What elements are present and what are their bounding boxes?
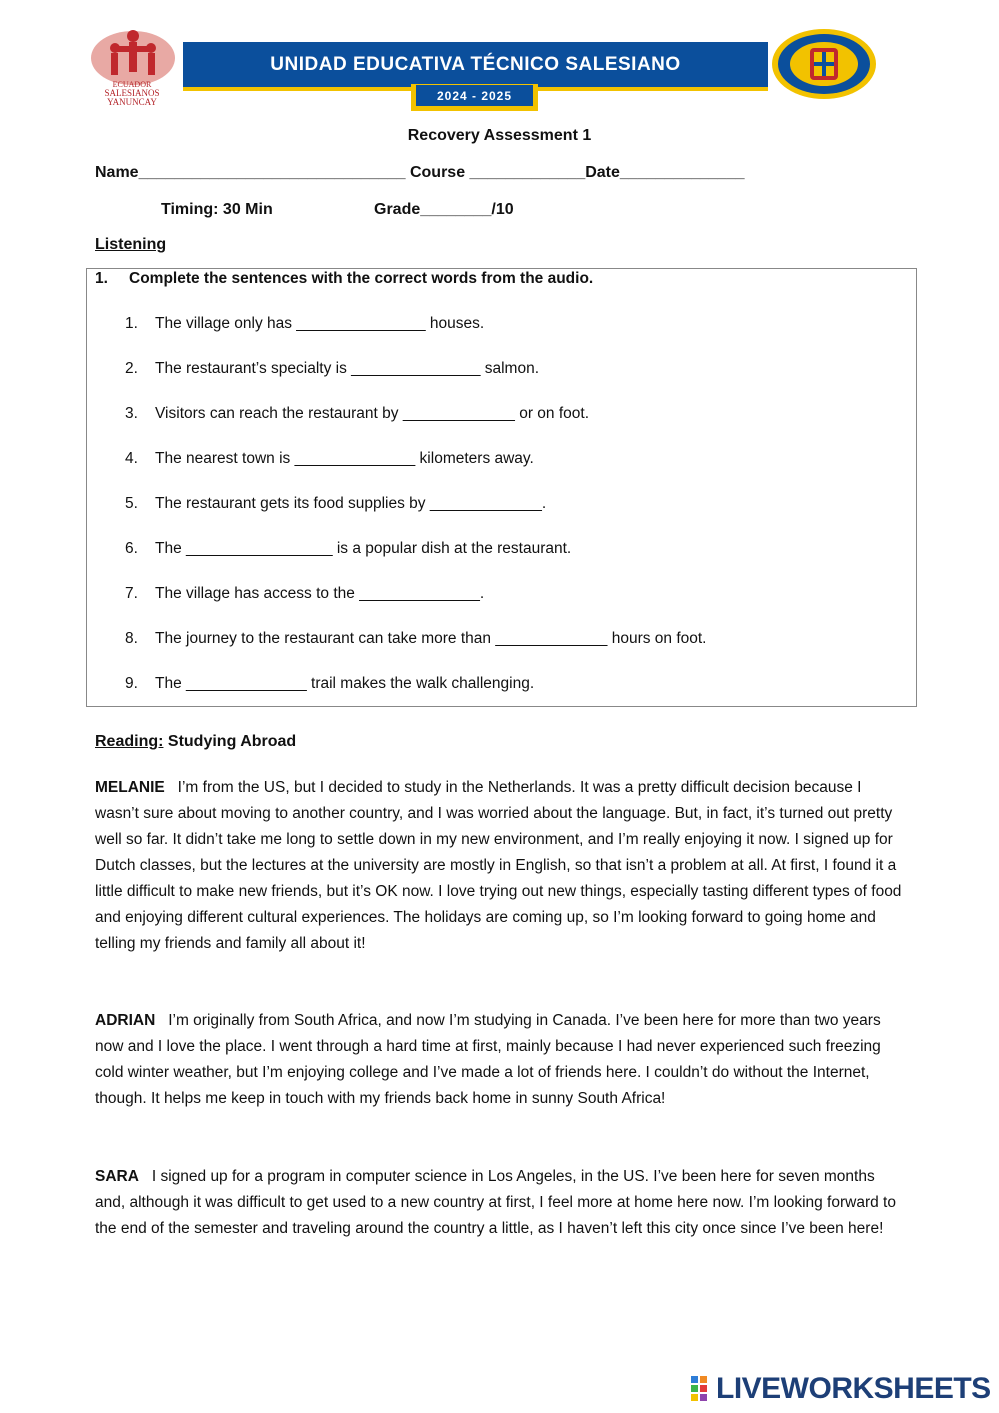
- list-item: 1. The village only has _______________ houses.: [125, 315, 485, 332]
- list-item: 7. The village has access to the ______________.: [125, 585, 485, 602]
- page-title: Recovery Assessment 1: [407, 127, 592, 144]
- list-item: 3. Visitors can reach the restaurant by _____________ or on foot.: [125, 405, 590, 422]
- reading-paragraph-melanie: MELANIE I’m from the US, but I decided to study in the Netherlands. It was a pretty difficult decision because I wasn’t sure about moving to another country, and I was worried about the language. But, in fact, it’s turned out pretty well so far. It didn’t take me long to settle down in my new environment, and I’m really enjoying it now. I signed up for Dutch classes, but the lectures at the university are mostly in English, so that isn’t a problem at all. At first, I found it a little difficult to make new friends, but it’s OK now. I love trying out new things, especially tasting different types of food and enjoying different cultural experiences. The holidays are coming up, so I’m looking forward to going home and telling my friends and family all about it!: [95, 779, 902, 952]
- grade-label: Grade________/10: [374, 201, 514, 218]
- liveworksheets-logo: [690, 1372, 991, 1406]
- list-item: 5. The restaurant gets its food supplies by _____________.: [125, 495, 547, 512]
- list-item: 2. The restaurant’s specialty is _______________ salmon.: [125, 360, 540, 377]
- listening-heading: Listening: [95, 236, 167, 253]
- listening-instruction: 1. Complete the sentences with the correct words from the audio.: [95, 270, 594, 287]
- school-crest-icon: [770, 28, 878, 100]
- list-item: 8. The journey to the restaurant can take more than _____________ hours on foot.: [125, 630, 707, 647]
- timing-label: Timing: 30 Min: [161, 201, 273, 218]
- left-logo-caption: ECUADOR SALESIANOS YANUNCAY: [104, 80, 160, 107]
- reading-paragraph-sara: SARA I signed up for a program in computer science in Los Angeles, in the US. I’ve been here for seven months and, although it was difficult to get used to a new country at first, I feel more at home here now. I’m looking forward to the end of the semester and traveling around the country a little, as I haven’t left this city once since I’ve been here!: [95, 1168, 896, 1237]
- liveworksheets-icon: [690, 1374, 716, 1404]
- list-item: 6. The _________________ is a popular dish at the restaurant.: [125, 540, 572, 557]
- school-year: 2024 - 2025: [416, 85, 533, 106]
- list-item: 9. The ______________ trail makes the walk challenging.: [125, 675, 535, 692]
- name-course-date-line: Name______________________________ Course _____________Date______________: [95, 164, 745, 181]
- reading-heading: Reading: Studying Abroad: [95, 733, 297, 750]
- list-item: 4. The nearest town is ______________ kilometers away.: [125, 450, 534, 467]
- school-name: UNIDAD EDUCATIVA TÉCNICO SALESIANO: [270, 53, 681, 75]
- liveworksheets-brand: LIVEWORKSHEETS: [716, 1372, 991, 1405]
- reading-paragraph-adrian: ADRIAN I’m originally from South Africa, and now I’m studying in Canada. I’ve been here for more than two years now and I love the place. I went through a hard time at first, mainly because I had never experienced such freezing cold winter weather, but I’m enjoying college and I’ve made a lot of friends here. I couldn’t do without the Internet, though. It helps me keep in touch with my friends back home in sunny South Africa!: [95, 1012, 881, 1107]
